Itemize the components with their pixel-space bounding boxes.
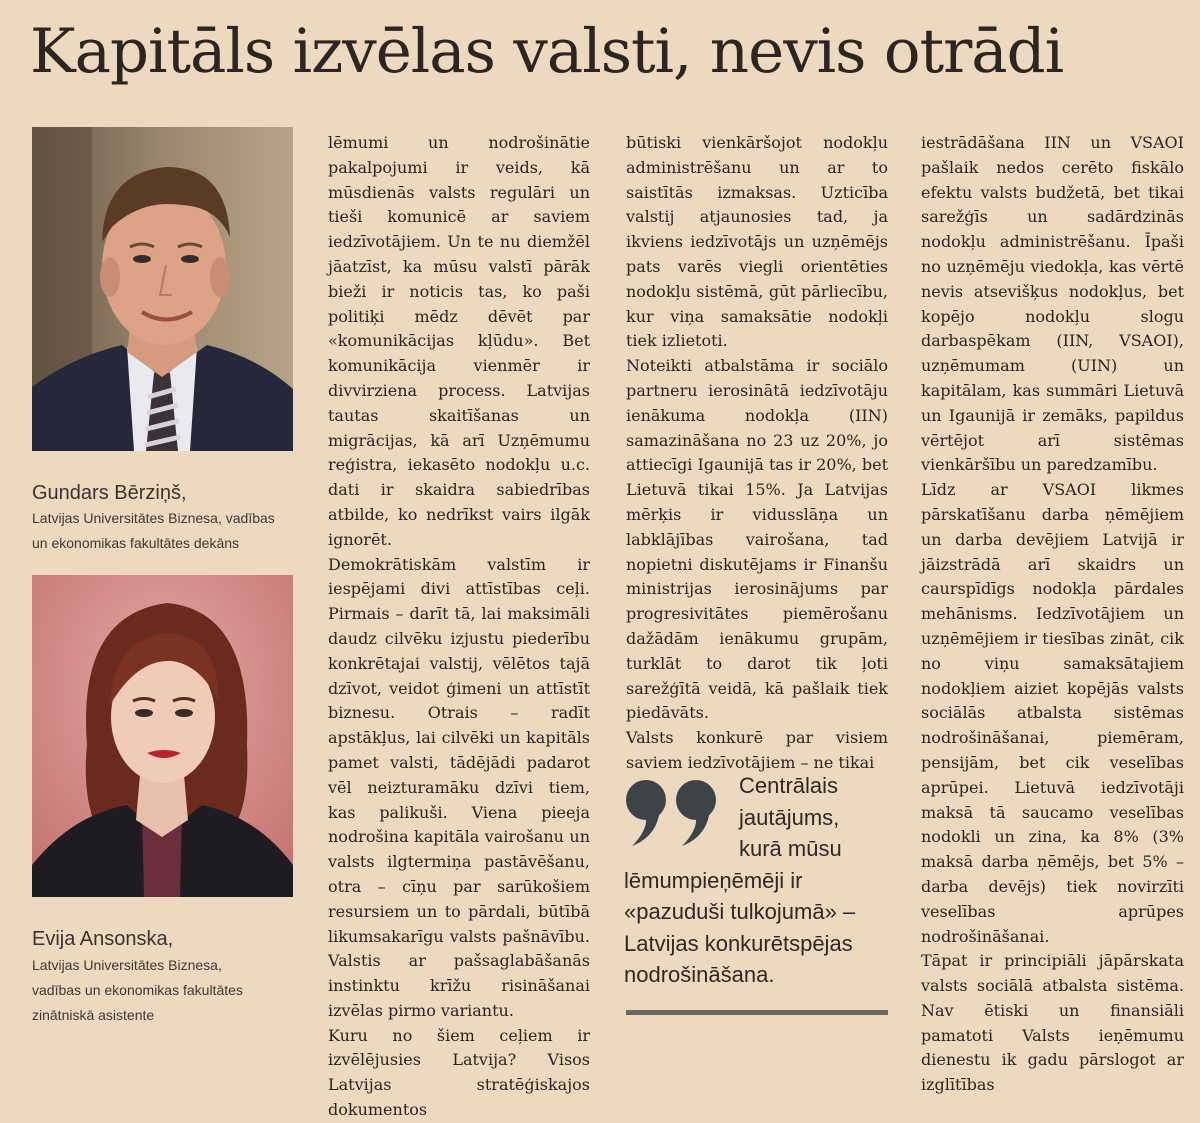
author-role-1-line-1: Latvijas Universitātes Biznesa, vadības	[32, 510, 275, 526]
author-role-2-line-1: Latvijas Universitātes Biznesa,	[32, 957, 222, 973]
author-role-1-line-2: un ekonomikas fakultātes dekāns	[32, 535, 240, 551]
pull-quote-line: Centrālais	[739, 773, 839, 798]
paragraph: Tāpat ir principiāli jāpārskata valsts sociālā atbalsta sistēma. Nav ētiski un finansiāli pamatoti Valsts ieņēmumu dienestu ik gadu pārslogot ar izglītības	[921, 951, 1184, 1095]
author-role-2-line-2: vadības un ekonomikas fakultātes	[32, 982, 243, 998]
paragraph: Līdz ar VSAOI likmes pārskatīšanu darba ņēmējiem un darba devējiem Latvijā ir jāizstrādā arī skaidrs un caurspīdīgs nodokļa pārdales mehānisms. Iedzīvotājiem un uzņēmējiem ir tiesības zināt, cik no viņu samaksātajiem nodokļiem aiziet kopējās valsts sociālās atbalsta sistēmas nodrošināšanai, piemēram, pensijām, bet cik veselības aprūpei. Lietuvā iedzīvotāji maksā tā saucamo veselības nodokli un zina, ka 8% (3% maksā darba ņēmējs, bet 5% – darba devējs) tiek novirzīti veselības aprūpes nodrošināšanai.	[921, 480, 1184, 946]
pull-quote-text	[624, 770, 892, 991]
author-photo-gundars	[32, 127, 293, 451]
pull-quote-line: lēmumpieņēmēji ir	[624, 867, 803, 893]
pull-quote-line: nodrošināšana.	[624, 962, 775, 987]
author-name-1: Gundars Bērziņš,	[32, 482, 187, 504]
paragraph: lēmumi un nodrošinātie pakalpojumi ir veids, kā mūsdienās valsts regulāri un tieši komunicē ar saviem iedzīvotājiem. Un te nu diemžēl jāatzīst, ka mūsu valstī pārāk bieži ir noticis tas, ko paši politiķi mēdz dēvēt par «komunikācijas kļūdu». Bet komunikācija vienmēr ir divvirziena process. Latvijas tautas skaitīšanas un migrācijas, kā arī Uzņēmumu reģistra, iekasēto nodokļu u.c. dati ir skaidra sabiedrības atbilde, ko nedrīkst vairs ilgāk ignorēt.	[328, 133, 590, 549]
author-portrait-woman	[32, 575, 293, 897]
pull-quote	[624, 770, 894, 1000]
pull-quote-rule	[626, 1010, 888, 1015]
paragraph: Kuru no šiem ceļiem ir izvēlējusies Latvija? Visos Latvijas stratēģiskajos dokumentos	[328, 1025, 590, 1120]
pull-quote-line: Latvijas konkurētspējas	[624, 930, 853, 956]
article-column-1	[328, 131, 590, 1120]
pull-quote-line: «pazuduši tulkojumā» –	[624, 899, 856, 924]
paragraph: Demokrātiskām valstīm ir iespējami divi attīstības ceļi. Pirmais – darīt tā, lai maksimāli daudz cilvēku izjustu piederību konkrētajai valstij, vēlētos tajā dzīvot, veidot ģimeni un attīstīt biznesu. Otrais – radīt apstākļus, lai cilvēki un kapitāls pamet valsti, tādējādi padarot vēl neizturamāku dzīvi tiem, kas palikuši. Viena pieeja nodrošina kapitāla vairošanu un valsts ilgtermiņa pastāvēšanu, otra – cīņu par sarūkošiem resursiem un to pārdali, būtībā likumsakarīgu valsts pašnāvību. Valstis ar pašsaglabāšanās instinktu krīžu risināšanai izvēlas pirmo variantu.	[328, 554, 590, 1020]
pull-quote-line: kurā mūsu	[739, 836, 842, 861]
paragraph: iestrādāšana IIN un VSAOI pašlaik nedos cerēto fiskālo efektu valsts budžetā, bet tikai sarežģīs un sadārdzinās nodokļu administrēšanu. Īpaši no uzņēmēju viedokļa, kas vērtē nevis atsevišķus nodokļus, bet kopējo nodokļu slogu darbaspēkam (IIN, VSAOI), uzņēmumam (UIN) un kapitālam, kas summāri Lietuvā un Igaunijā ir zemāks, papildus vērtējot arī sistēmas vienkāršību un paredzamību.	[921, 133, 1184, 475]
author-role-2-line-3: zinātniskā asistente	[32, 1007, 155, 1023]
headline: Kapitāls izvēlas valsti, nevis otrādi	[30, 16, 1064, 87]
author-portrait-man	[32, 127, 293, 451]
article-column-3	[921, 131, 1184, 1095]
paragraph: Noteikti atbalstāma ir sociālo partneru ierosinātā iedzīvotāju ienākuma nodokļa (IIN) samazināšana no 23 uz 20%, jo attiecīgi Igaunijā tas ir 20%, bet Lietuvā tikai 15%. Ja Latvijas mērķis ir vidusslāņa un labklājības vairošana, tad nopietni diskutējams ir Finanšu ministrijas ierosinājums par progresivitātes piemērošanu dažādām ienākumu grupām, turklāt to darot tik ļoti sarežģītā veidā, kā pašlaik tiek piedāvāts.	[626, 356, 888, 723]
author-photo-evija	[32, 575, 293, 897]
article-column-2	[626, 131, 888, 772]
author-name-2: Evija Ansonska,	[32, 928, 174, 950]
paragraph: būtiski vienkāršojot nodokļu administrēšanu un ar to saistītās izmaksas. Uzticība valstij atjaunosies tad, ja ikviens iedzīvotājs un uzņēmējs pats varēs viegli orientēties nodokļu sistēmā, gūt pārliecību, kur viņa samaksātie nodokļi tiek izlietoti.	[626, 133, 888, 351]
paragraph: Valsts konkurē par visiem saviem iedzīvotājiem – ne tikai	[626, 728, 888, 772]
pull-quote-line: jautājums,	[739, 804, 840, 830]
